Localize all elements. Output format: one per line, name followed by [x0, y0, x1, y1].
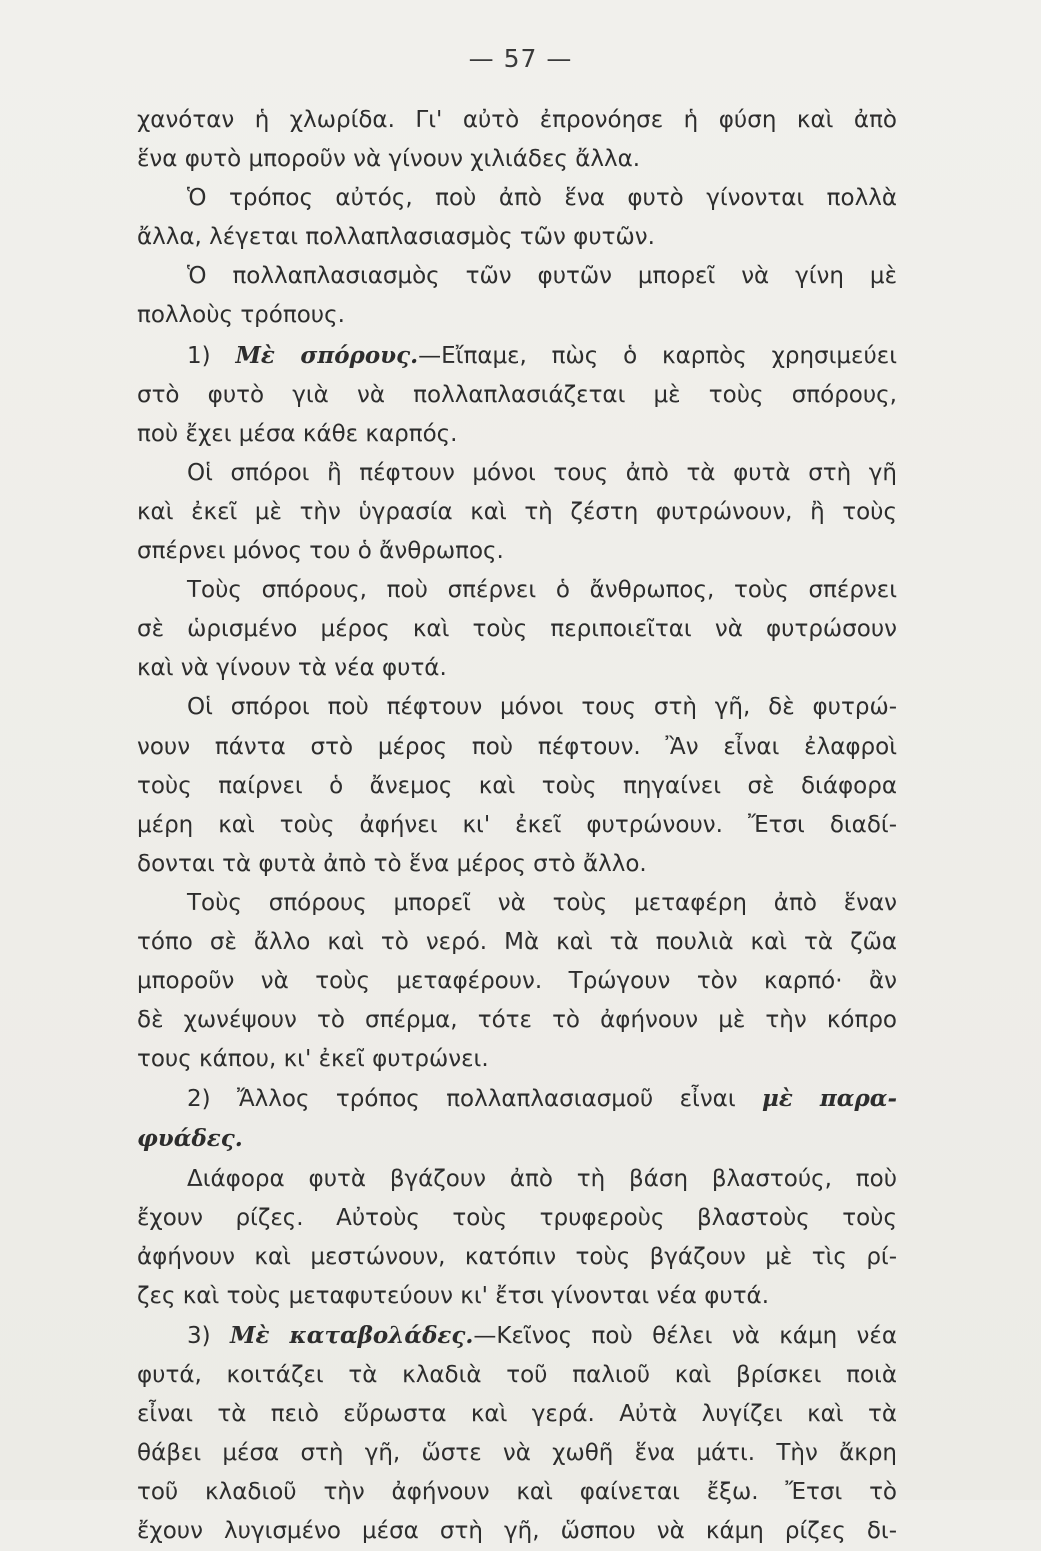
- text-line: [137, 1079, 897, 1119]
- text-line: [137, 218, 897, 257]
- text-line: [137, 415, 897, 454]
- text-line: [137, 296, 897, 335]
- text-line: [137, 1473, 897, 1512]
- text-segment: —Εἴπαμε, πὼς ὁ καρπὸς χρησιμεύει: [418, 342, 897, 369]
- text-line: [137, 688, 897, 727]
- text-segment: ἀφήνουν καὶ μεστώνουν, κατόπιν τοὺς βγάζουν μὲ τὶς ρί-: [137, 1243, 897, 1270]
- text-segment: νουν πάντα στὸ μέρος ποὺ πέφτουν. Ἂν εἶναι ἐλαφροὶ: [137, 733, 897, 760]
- text-segment: εἶναι τὰ πειὸ εὔρωστα καὶ γερά. Αὐτὰ λυγίζει καὶ τὰ: [137, 1401, 897, 1428]
- text-segment: Τοὺς σπόρους μπορεῖ νὰ τοὺς μεταφέρη ἀπὸ ἕναν: [187, 889, 897, 916]
- section-heading: φυάδες.: [137, 1125, 243, 1153]
- text-line: [137, 1040, 897, 1079]
- text-line: [137, 1160, 897, 1199]
- text-segment: φυτά, κοιτάζει τὰ κλαδιὰ τοῦ παλιοῦ καὶ βρίσκει ποιὰ: [137, 1362, 897, 1388]
- text-line: [137, 806, 897, 845]
- text-line: [137, 728, 897, 767]
- text-line: [137, 336, 897, 376]
- text-line: [137, 1356, 897, 1395]
- text-segment: θάβει μέσα στὴ γῆ, ὥστε νὰ χωθῆ ἕνα μάτι. Τὴν ἄκρη: [137, 1440, 897, 1467]
- text-segment: καὶ ἐκεῖ μὲ τὴν ὑγρασία καὶ τὴ ζέστη φυτρώνουν, ἢ τοὺς: [137, 498, 897, 525]
- text-segment: σπέρνει μόνος του ὁ ἄνθρωπος.: [137, 538, 504, 565]
- section-heading: Μὲ σπόρους.: [235, 341, 419, 369]
- text-segment: Ὁ τρόπος αὐτός, ποὺ ἀπὸ ἕνα φυτὸ γίνονται πολλὰ: [187, 185, 897, 212]
- text-line: [137, 571, 897, 610]
- text-line: [137, 532, 897, 571]
- text-line: [137, 1434, 897, 1473]
- text-line: [137, 1001, 897, 1040]
- text-segment: ζες καὶ τοὺς μεταφυτεύουν κι' ἔτσι γίνονται νέα φυτά.: [137, 1282, 770, 1309]
- text-segment: 1): [187, 342, 236, 369]
- text-segment: Διάφορα φυτὰ βγάζουν ἀπὸ τὴ βάση βλαστούς, ποὺ: [187, 1165, 897, 1192]
- text-segment: δονται τὰ φυτὰ ἀπὸ τὸ ἕνα μέρος στὸ ἄλλο.: [137, 850, 647, 877]
- text-segment: ἔχουν λυγισμένο μέσα στὴ γῆ, ὥσπου νὰ κάμη ρίζες δι-: [137, 1518, 897, 1545]
- text-line: [137, 767, 897, 806]
- text-segment: τοὺς παίρνει ὁ ἄνεμος καὶ τοὺς πηγαίνει σὲ διάφορα: [137, 772, 897, 799]
- text-segment: 3): [187, 1322, 230, 1349]
- text-line: [137, 962, 897, 1001]
- text-segment: ποὺ ἔχει μέσα κάθε καρπός.: [137, 420, 458, 447]
- text-segment: τόπο σὲ ἄλλο καὶ τὸ νερό. Μὰ καὶ τὰ πουλιὰ καὶ τὰ ζῶα: [137, 928, 897, 955]
- text-segment: καὶ νὰ γίνουν τὰ νέα φυτά.: [137, 655, 447, 682]
- text-line: [137, 140, 897, 179]
- text-segment: τους κάπου, κι' ἐκεῖ φυτρώνει.: [137, 1046, 489, 1073]
- text-segment: δὲ χωνέψουν τὸ σπέρμα, τότε τὸ ἀφήνουν μὲ τὴν κόπρο: [137, 1007, 897, 1034]
- text-line: [137, 179, 897, 218]
- text-segment: σὲ ὡρισμένο μέρος καὶ τοὺς περιποιεῖται νὰ φυτρώσουν: [137, 616, 897, 643]
- text-line: [137, 101, 897, 140]
- text-segment: ἄλλα, λέγεται πολλαπλασιασμὸς τῶν φυτῶν.: [137, 224, 655, 251]
- page-number: — 57 —: [468, 44, 573, 73]
- text-segment: Ὁ πολλαπλασιασμὸς τῶν φυτῶν μπορεῖ νὰ γίνη μὲ: [187, 263, 897, 290]
- text-segment: —Κεῖνος ποὺ θέλει νὰ κάμη νέα: [473, 1322, 897, 1349]
- text-line: [137, 649, 897, 688]
- text-segment: χανόταν ἡ χλωρίδα. Γι' αὐτὸ ἐπρονόησε ἡ φύση καὶ ἀπὸ: [137, 107, 897, 133]
- text-line: [137, 376, 897, 415]
- section-heading: Μὲ καταβολάδες.: [230, 1321, 474, 1349]
- text-line: [137, 923, 897, 962]
- text-segment: μποροῦν νὰ τοὺς μεταφέρουν. Τρώγουν τὸν καρπό· ἂν: [137, 968, 897, 995]
- text-segment: ἕνα φυτὸ μποροῦν νὰ γίνουν χιλιάδες ἄλλα.: [137, 146, 641, 173]
- text-line: [137, 454, 897, 493]
- section-heading: μὲ παρα-: [762, 1085, 897, 1113]
- text-segment: Τοὺς σπόρους, ποὺ σπέρνει ὁ ἄνθρωπος, τοὺς σπέρνει: [187, 577, 897, 604]
- text-line: [137, 610, 897, 649]
- text-line: [137, 493, 897, 532]
- text-segment: ἔχουν ρίζες. Αὐτοὺς τοὺς τρυφεροὺς βλαστοὺς τοὺς: [137, 1204, 897, 1231]
- body-text: [137, 101, 897, 1551]
- text-line: [137, 845, 897, 884]
- text-segment: τοῦ κλαδιοῦ τὴν ἀφήνουν καὶ φαίνεται ἔξω. Ἔτσι τὸ: [137, 1479, 897, 1506]
- text-segment: Οἱ σπόροι ποὺ πέφτουν μόνοι τους στὴ γῆ, δὲ φυτρώ-: [187, 694, 897, 721]
- text-segment: Οἱ σπόροι ἢ πέφτουν μόνοι τους ἀπὸ τὰ φυτὰ στὴ γῆ: [187, 459, 897, 486]
- text-line: [137, 1238, 897, 1277]
- text-segment: στὸ φυτὸ γιὰ νὰ πολλαπλασιάζεται μὲ τοὺς σπόρους,: [137, 381, 897, 408]
- text-segment: 2) Ἄλλος τρόπος πολλαπλασιασμοῦ εἶναι: [187, 1086, 763, 1113]
- text-line: [137, 1119, 897, 1159]
- text-line: [137, 257, 897, 296]
- text-line: [137, 1316, 897, 1356]
- text-line: [137, 1395, 897, 1434]
- text-segment: πολλοὺς τρόπους.: [137, 302, 345, 329]
- text-line: [137, 1277, 897, 1316]
- text-segment: μέρη καὶ τοὺς ἀφήνει κι' ἐκεῖ φυτρώνουν. Ἔτσι διαδί-: [137, 811, 897, 838]
- text-line: [137, 1199, 897, 1238]
- text-line: [137, 1512, 897, 1551]
- text-line: [137, 884, 897, 923]
